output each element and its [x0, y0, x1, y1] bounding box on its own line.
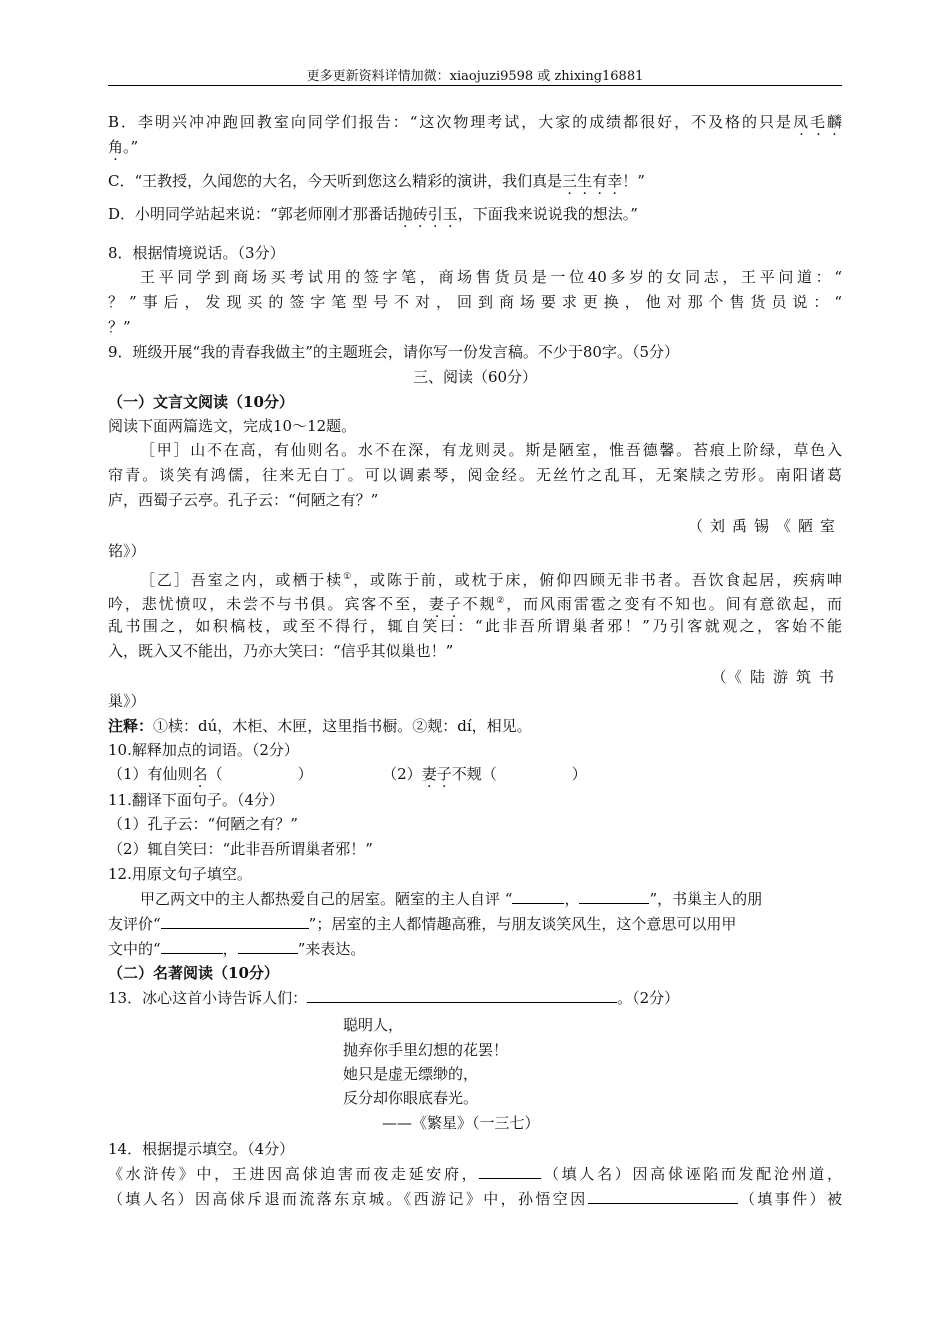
q8-line1: 王平同学到商场买考试用的签字笔，商场售货员是一位40多岁的女同志，王平问道：“ — [140, 268, 842, 286]
q14-line2: （填人名）因高俅斥退而流落东京城。《西游记》中，孙悟空因 （填事件）被 — [108, 1190, 842, 1208]
annotation: 注释：①椟：dú，木柜、木匣，这里指书橱。②觌：dí，相见。 — [108, 717, 532, 735]
text-jia-source-end: 铭》） — [108, 542, 146, 560]
blank[interactable] — [588, 1189, 738, 1204]
header-rule — [108, 85, 842, 86]
poem-line: 反分却你眼底春光。 — [343, 1089, 479, 1107]
text-jia-line3: 庐，西蜀子云亭。孔子云：“何陋之有？” — [108, 491, 379, 509]
q10-title: 10.解释加点的词语。（2分） — [108, 741, 299, 759]
q7-option-b-line2: 角。” — [108, 138, 139, 156]
text-yi-source: （《陆游筑书 — [711, 668, 842, 686]
q8-line2: ？”事后，发现买的签字笔型号不对，回到商场要求更换，他对那个售货员说：“ — [108, 293, 842, 311]
text-jia-line2: 帘青。谈笑有鸿儒，往来无白丁。可以调素琴，阅金经。无丝竹之乱耳，无案牍之劳形。南阳诸葛 — [108, 466, 842, 484]
page-header: 更多更新资料详情加微：xiaojuzi9598 或 zhixing16881 — [306, 69, 644, 84]
blank[interactable] — [579, 889, 649, 904]
q12-title: 12.用原文句子填空。 — [108, 865, 252, 883]
text-yi-source-end: 巢》） — [108, 692, 146, 710]
text-yi-line2: 吟，悲忧愤叹，未尝不与书俱。宾客不至，妻子不觌②，而风雨雷雹之变有不知也。间有意欲起，而 — [108, 595, 842, 613]
blank[interactable] — [479, 1164, 541, 1179]
blank[interactable] — [512, 889, 564, 904]
q12-line1: 甲乙两文中的主人都热爱自己的居室。陋室的主人自评 “ ， ”，书巢主人的朋 — [140, 890, 763, 908]
q10-items: （1）有仙则名（ ） （2）妻子不觌（ ） — [108, 765, 587, 783]
q12-line2: 友评价“ ”；居室的主人都情趣高雅，与朋友谈笑风生，这个意思可以用甲 — [108, 915, 737, 933]
blank[interactable] — [161, 914, 309, 929]
q14-line1: 《水浒传》中，王进因高俅迫害而夜走延安府， （填人名）因高俅诬陷而发配沧州道， — [108, 1165, 842, 1183]
q12-line3: 文中的“ ， ”来表达。 — [108, 940, 366, 958]
q14-title: 14．根据提示填空。（4分） — [108, 1140, 295, 1158]
blank[interactable] — [238, 939, 298, 954]
q7-option-d: D．小明同学站起来说：“郭老师刚才那番话抛砖引玉，下面我来说说我的想法。” — [108, 205, 638, 223]
text-jia-line1: ［甲］山不在高，有仙则名。水不在深，有龙则灵。斯是陋室，惟吾德馨。苔痕上阶绿，草色入 — [140, 441, 842, 459]
text-yi-line1: ［乙］吾室之内，或栖于椟①，或陈于前，或枕于床，俯仰四顾无非书者。吾饮食起居，疾病呻 — [140, 571, 842, 589]
text-jia-source: （刘禹锡《陋室 — [687, 517, 842, 535]
blank[interactable] — [307, 988, 617, 1003]
text-yi-line3: 乱书围之，如积槁枝，或至不得行，辄自笑曰：“此非吾所谓巢者邪！”乃引客就观之，客始不能 — [108, 617, 842, 635]
poem-line: 聪明人， — [343, 1016, 404, 1034]
poem-source: ——《繁星》（一三七） — [382, 1114, 540, 1132]
q11-item2: （2）辄自笑曰：“此非吾所谓巢者邪！” — [108, 840, 373, 858]
q13: 13．冰心这首小诗告诉人们： 。（2分） — [108, 989, 680, 1007]
part2-title: （二）名著阅读（10分） — [108, 964, 279, 982]
q8-line3: ？” — [108, 318, 131, 336]
q9: 9．班级开展“我的青春我做主”的主题班会，请你写一份发言稿。不少于80字。（5分） — [108, 343, 680, 361]
q7-option-c: C．“王教授，久闻您的大名，今天听到您这么精彩的演讲，我们真是三生有幸！” — [108, 172, 645, 190]
q8-title: 8．根据情境说话。（3分） — [108, 244, 285, 262]
section-three-title: 三、阅读（60分） — [412, 368, 538, 386]
q7-option-b-line1: B．李明兴冲冲跑回教室向同学们报告：“这次物理考试，大家的成绩都很好，不及格的只是凤毛麟 — [108, 113, 842, 131]
q11-item1: （1）孔子云：“何陋之有？” — [108, 815, 298, 833]
blank[interactable] — [161, 939, 223, 954]
q11-title: 11.翻译下面句子。（4分） — [108, 791, 284, 809]
text-yi-line4: 入，既入又不能出，乃亦大笑曰：“信乎其似巢也！” — [108, 642, 454, 660]
poem-line: 她只是虚无缥缈的， — [343, 1065, 479, 1083]
poem-line: 抛弃你手里幻想的花罢！ — [343, 1041, 509, 1059]
part1-title: （一）文言文阅读（10分） — [108, 393, 294, 411]
part1-intro: 阅读下面两篇选文，完成10～12题。 — [108, 417, 357, 435]
